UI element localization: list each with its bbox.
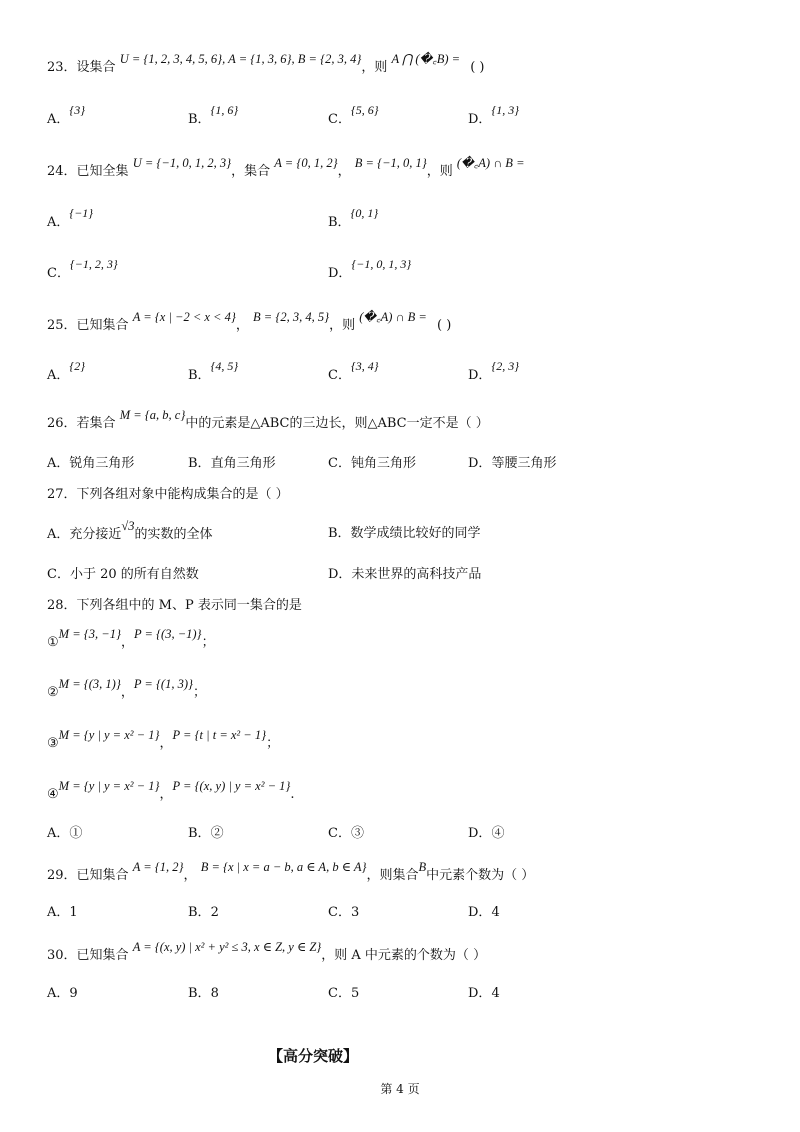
q25-option-a[interactable]: A．{2} — [47, 359, 85, 383]
q30-option-a[interactable]: A．9 — [47, 986, 78, 1001]
q28-option-b[interactable]: B．② — [188, 826, 224, 841]
q27-stem: 27．下列各组对象中能构成集合的是（ ） — [47, 487, 289, 502]
q26-option-c[interactable]: C．钝角三角形 — [328, 456, 416, 471]
q28-item-2: ②M = {(3, 1)}，P = {(1, 3)}； — [47, 677, 207, 700]
q28-option-a[interactable]: A．① — [47, 826, 83, 841]
q24-stem: 24．已知全集 U = {−1, 0, 1, 2, 3}，集合 A = {0, 1, 2}， B = {−1, 0, 1}，则 (�꜀A) ∩ B = — [47, 156, 525, 179]
q30-option-b[interactable]: B．8 — [188, 986, 219, 1001]
q23-option-d[interactable]: D．{1, 3} — [468, 103, 520, 127]
q29-option-c[interactable]: C．3 — [328, 905, 360, 920]
q25-option-c[interactable]: C．{3, 4} — [328, 359, 379, 383]
q23-option-b[interactable]: B．{1, 6} — [188, 103, 239, 127]
q28-option-d[interactable]: D．④ — [468, 826, 505, 841]
q26-option-b[interactable]: B．直角三角形 — [188, 456, 276, 471]
q26-stem: 26．若集合 M = {a, b, c}中的元素是△ABC的三边长，则△ABC一定不是（ ） — [47, 408, 489, 431]
q27-option-d[interactable]: D．未来世界的高科技产品 — [328, 567, 482, 582]
q25-stem: 25．已知集合 A = {x | −2 < x < 4}， B = {2, 3, 4, 5}，则 (�꜀A) ∩ B = ( ) — [47, 310, 452, 333]
q29-option-a[interactable]: A．1 — [47, 905, 78, 920]
q27-option-a[interactable]: A．充分接近√3的实数的全体 — [47, 519, 213, 542]
q30-stem: 30．已知集合 A = {(x, y) | x² + y² ≤ 3, x ∈ Z, y ∈ Z}，则 A 中元素的个数为（ ） — [47, 940, 487, 963]
section-title: 【高分突破】 — [268, 1047, 359, 1065]
q30-option-d[interactable]: D．4 — [468, 986, 500, 1001]
q27-option-b[interactable]: B．数学成绩比较好的同学 — [328, 526, 481, 541]
q23-option-a[interactable]: A．{3} — [47, 103, 85, 127]
q27-option-c[interactable]: C．小于 20 的所有自然数 — [47, 567, 199, 582]
q30-option-c[interactable]: C．5 — [328, 986, 360, 1001]
q29-option-d[interactable]: D．4 — [468, 905, 500, 920]
q26-option-d[interactable]: D．等腰三角形 — [468, 456, 557, 471]
q25-option-d[interactable]: D．{2, 3} — [468, 359, 520, 383]
page-number: 第 4 页 — [380, 1082, 420, 1096]
q23-stem: 23．设集合 U = {1, 2, 3, 4, 5, 6}, A = {1, 3, 6}, B = {2, 3, 4}，则 A ⋂ (�꜀B) = ( ) — [47, 52, 485, 75]
q24-option-d[interactable]: D．{−1, 0, 1, 3} — [328, 257, 412, 281]
q29-stem: 29．已知集合 A = {1, 2}， B = {x | x = a − b, a ∈ A, b ∈ A}，则集合B中元素个数为（ ） — [47, 860, 535, 883]
q26-option-a[interactable]: A．锐角三角形 — [47, 456, 135, 471]
q28-item-4: ④M = {y | y = x² − 1}，P = {(x, y) | y = x² − 1}. — [47, 779, 295, 802]
q23-option-c[interactable]: C．{5, 6} — [328, 103, 379, 127]
q25-option-b[interactable]: B．{4, 5} — [188, 359, 239, 383]
q29-option-b[interactable]: B．2 — [188, 905, 219, 920]
q28-item-3: ③M = {y | y = x² − 1}，P = {t | t = x² − 1}； — [47, 728, 280, 751]
q28-option-c[interactable]: C．③ — [328, 826, 364, 841]
q24-option-a[interactable]: A．{−1} — [47, 206, 94, 230]
q28-item-1: ①M = {3, −1}，P = {(3, −1)}； — [47, 627, 215, 650]
q28-stem: 28．下列各组中的 M、P 表示同一集合的是 — [47, 598, 302, 613]
q24-option-b[interactable]: B．{0, 1} — [328, 206, 379, 230]
q24-option-c[interactable]: C．{−1, 2, 3} — [47, 257, 118, 281]
